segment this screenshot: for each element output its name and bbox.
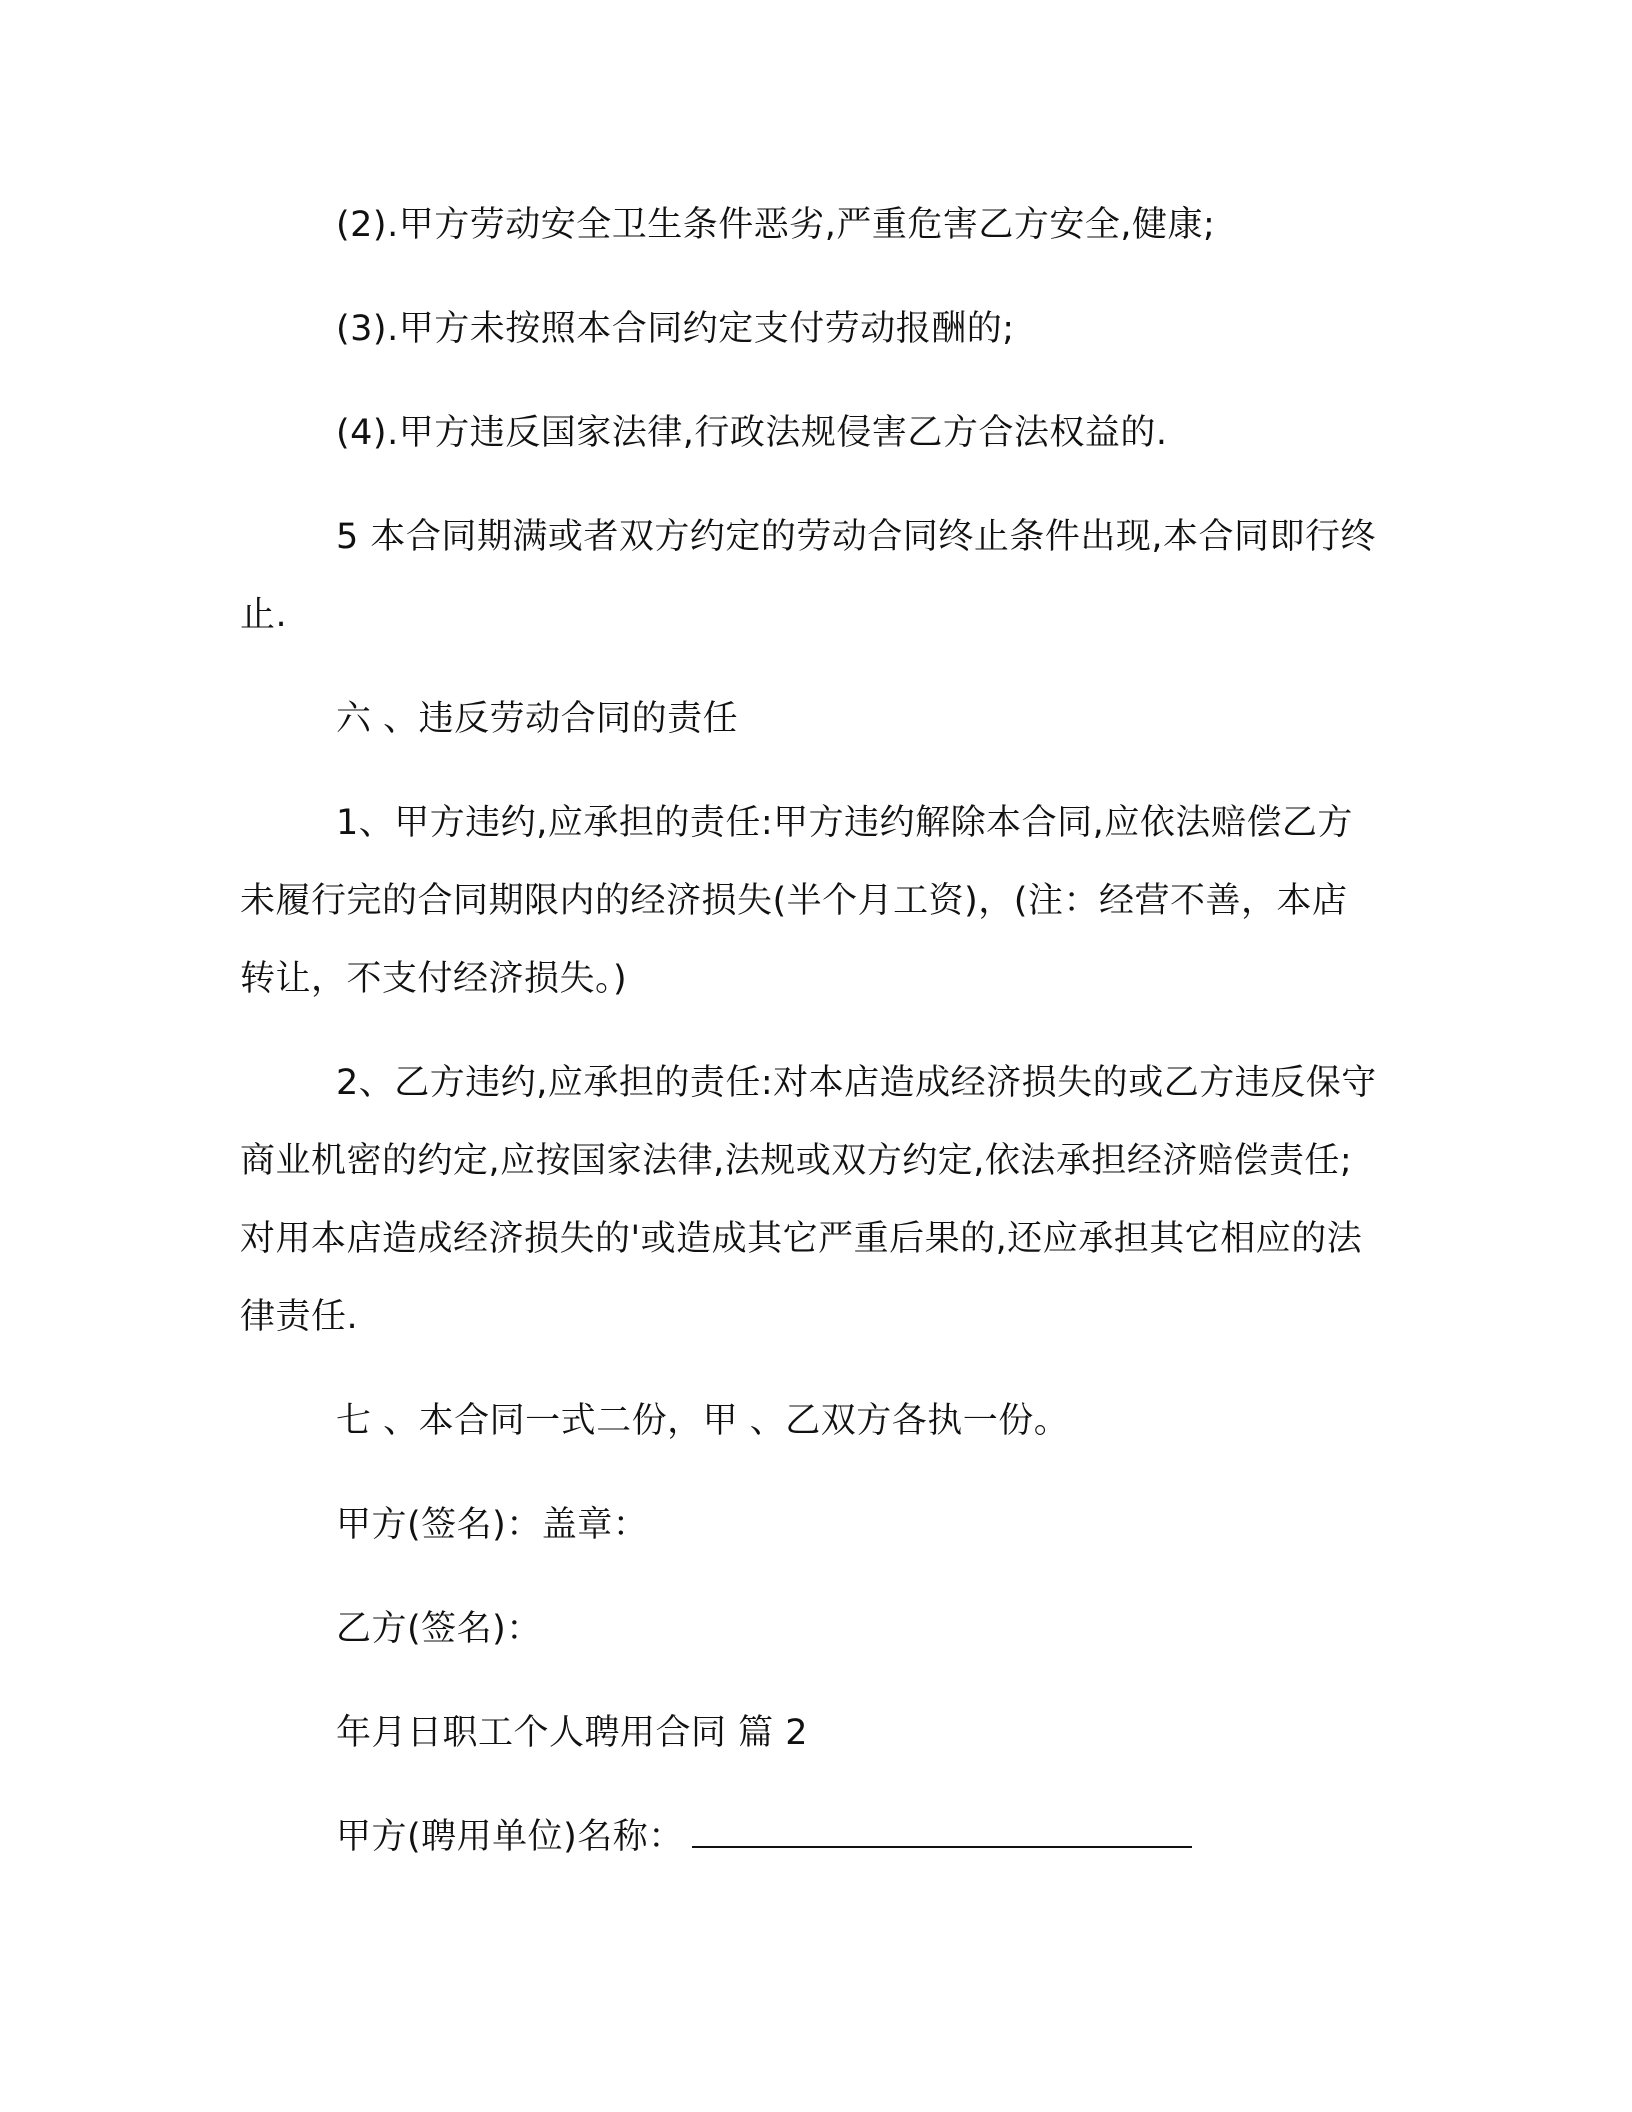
party-b-signature: 乙方(签名)： <box>336 1609 542 1649</box>
contract-2-title: 年月日职工个人聘用合同 篇 2 <box>336 1713 809 1753</box>
clause-4: (4).甲方违反国家法律,行政法规侵害乙方合法权益的. <box>336 413 1168 453</box>
clause-2: (2).甲方劳动安全卫生条件恶劣,严重危害乙方安全,健康; <box>336 205 1216 245</box>
employer-name-blank <box>692 1814 1192 1848</box>
clause-5-termination: 5 本合同期满或者双方约定的劳动合同终止条件出现,本合同即行终止. <box>240 517 1377 635</box>
employer-name-label: 甲方(聘用单位)名称： <box>336 1817 684 1857</box>
employer-name-row <box>240 1798 1382 1876</box>
party-a-signature: 甲方(签名)：盖章： <box>336 1505 649 1545</box>
section-7-copies: 七 、本合同一式二份，甲 、乙双方各执一份。 <box>336 1401 1070 1441</box>
section-6-item-1: 1、甲方违约,应承担的责任:甲方违约解除本合同,应依法赔偿乙方未履行完的合同期限内的经济损失(半个月工资)，(注：经营不善，本店转让，不支付经济损失。) <box>240 803 1353 999</box>
section-6-item-2: 2、乙方违约,应承担的责任:对本店造成经济损失的或乙方违反保守商业机密的约定,应按国家法律,法规或双方约定,依法承担经济赔偿责任;对用本店造成经济损失的'或造成其它严重后果的,还应承担其它相应的法律责任. <box>240 1063 1377 1337</box>
document-body <box>240 186 1382 1902</box>
clause-3: (3).甲方未按照本合同约定支付劳动报酬的; <box>336 309 1015 349</box>
section-6-heading: 六 、违反劳动合同的责任 <box>336 699 739 739</box>
